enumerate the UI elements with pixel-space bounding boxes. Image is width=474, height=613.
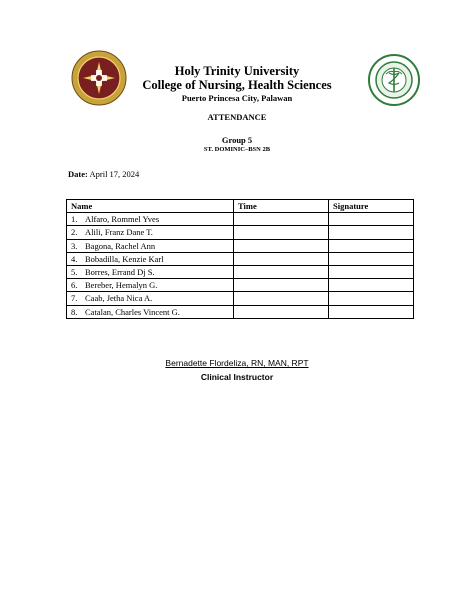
row-number: 8.	[71, 306, 78, 317]
table-row	[67, 252, 414, 265]
student-name: Borres, Errand Dj S.	[85, 267, 155, 278]
row-number: 2.	[71, 227, 78, 238]
attendance-table-body	[67, 213, 414, 319]
header-time: Time	[234, 200, 329, 213]
college-name: College of Nursing, Health Sciences	[142, 78, 332, 92]
attendance-table	[66, 199, 414, 319]
document-title: ATTENDANCE	[207, 112, 267, 122]
student-name-cell	[67, 292, 234, 305]
time-cell[interactable]	[234, 226, 329, 239]
city-address: Puerto Princesa City, Palawan	[181, 93, 293, 103]
section-label: ST. DOMINIC–BSN 2B	[203, 146, 271, 153]
university-name: Holy Trinity University	[174, 64, 300, 78]
student-name: Bereber, Hemalyn G.	[85, 280, 158, 291]
time-cell[interactable]	[234, 213, 329, 226]
date-line	[68, 169, 139, 179]
table-row	[67, 305, 414, 318]
signature-cell[interactable]	[329, 279, 414, 292]
group-label: Group 5	[221, 135, 253, 145]
table-row	[67, 265, 414, 278]
student-name: Alfaro, Rommel Yves	[85, 214, 160, 225]
date-label: Date:	[68, 169, 88, 179]
time-cell[interactable]	[234, 279, 329, 292]
student-name: Alili, Franz Dane T.	[85, 227, 153, 238]
signature-cell[interactable]	[329, 265, 414, 278]
row-number: 3.	[71, 240, 78, 251]
header-name: Name	[67, 200, 234, 213]
row-number: 6.	[71, 280, 78, 291]
header-signature: Signature	[329, 200, 414, 213]
time-cell[interactable]	[234, 265, 329, 278]
row-number: 1.	[71, 214, 78, 225]
table-header-row	[67, 200, 414, 213]
student-name: Bagona, Rachel Ann	[85, 240, 156, 251]
student-name: Caab, Jetha Nica A.	[85, 293, 153, 304]
time-cell[interactable]	[234, 292, 329, 305]
row-number: 4.	[71, 253, 78, 264]
table-row	[67, 239, 414, 252]
student-name: Catalan, Charles Vincent G.	[85, 306, 180, 317]
table-row	[67, 292, 414, 305]
student-name-cell	[67, 279, 234, 292]
date-value: April 17, 2024	[89, 169, 140, 179]
student-name: Bobadilla, Kenzie Karl	[85, 253, 164, 264]
table-row	[67, 279, 414, 292]
signature-cell[interactable]	[329, 213, 414, 226]
student-name-cell	[67, 239, 234, 252]
row-number: 7.	[71, 293, 78, 304]
time-cell[interactable]	[234, 239, 329, 252]
time-cell[interactable]	[234, 252, 329, 265]
signature-cell[interactable]	[329, 252, 414, 265]
time-cell[interactable]	[234, 305, 329, 318]
student-name-cell	[67, 305, 234, 318]
instructor-name: Bernadette Flordeliza, RN, MAN, RPT	[165, 358, 309, 368]
student-name-cell	[67, 265, 234, 278]
signature-cell[interactable]	[329, 226, 414, 239]
table-row	[67, 213, 414, 226]
student-name-cell	[67, 213, 234, 226]
signature-cell[interactable]	[329, 239, 414, 252]
student-name-cell	[67, 252, 234, 265]
signature-cell[interactable]	[329, 292, 414, 305]
signature-cell[interactable]	[329, 305, 414, 318]
student-name-cell	[67, 226, 234, 239]
row-number: 5.	[71, 267, 78, 278]
table-row	[67, 226, 414, 239]
instructor-title: Clinical Instructor	[200, 372, 274, 382]
